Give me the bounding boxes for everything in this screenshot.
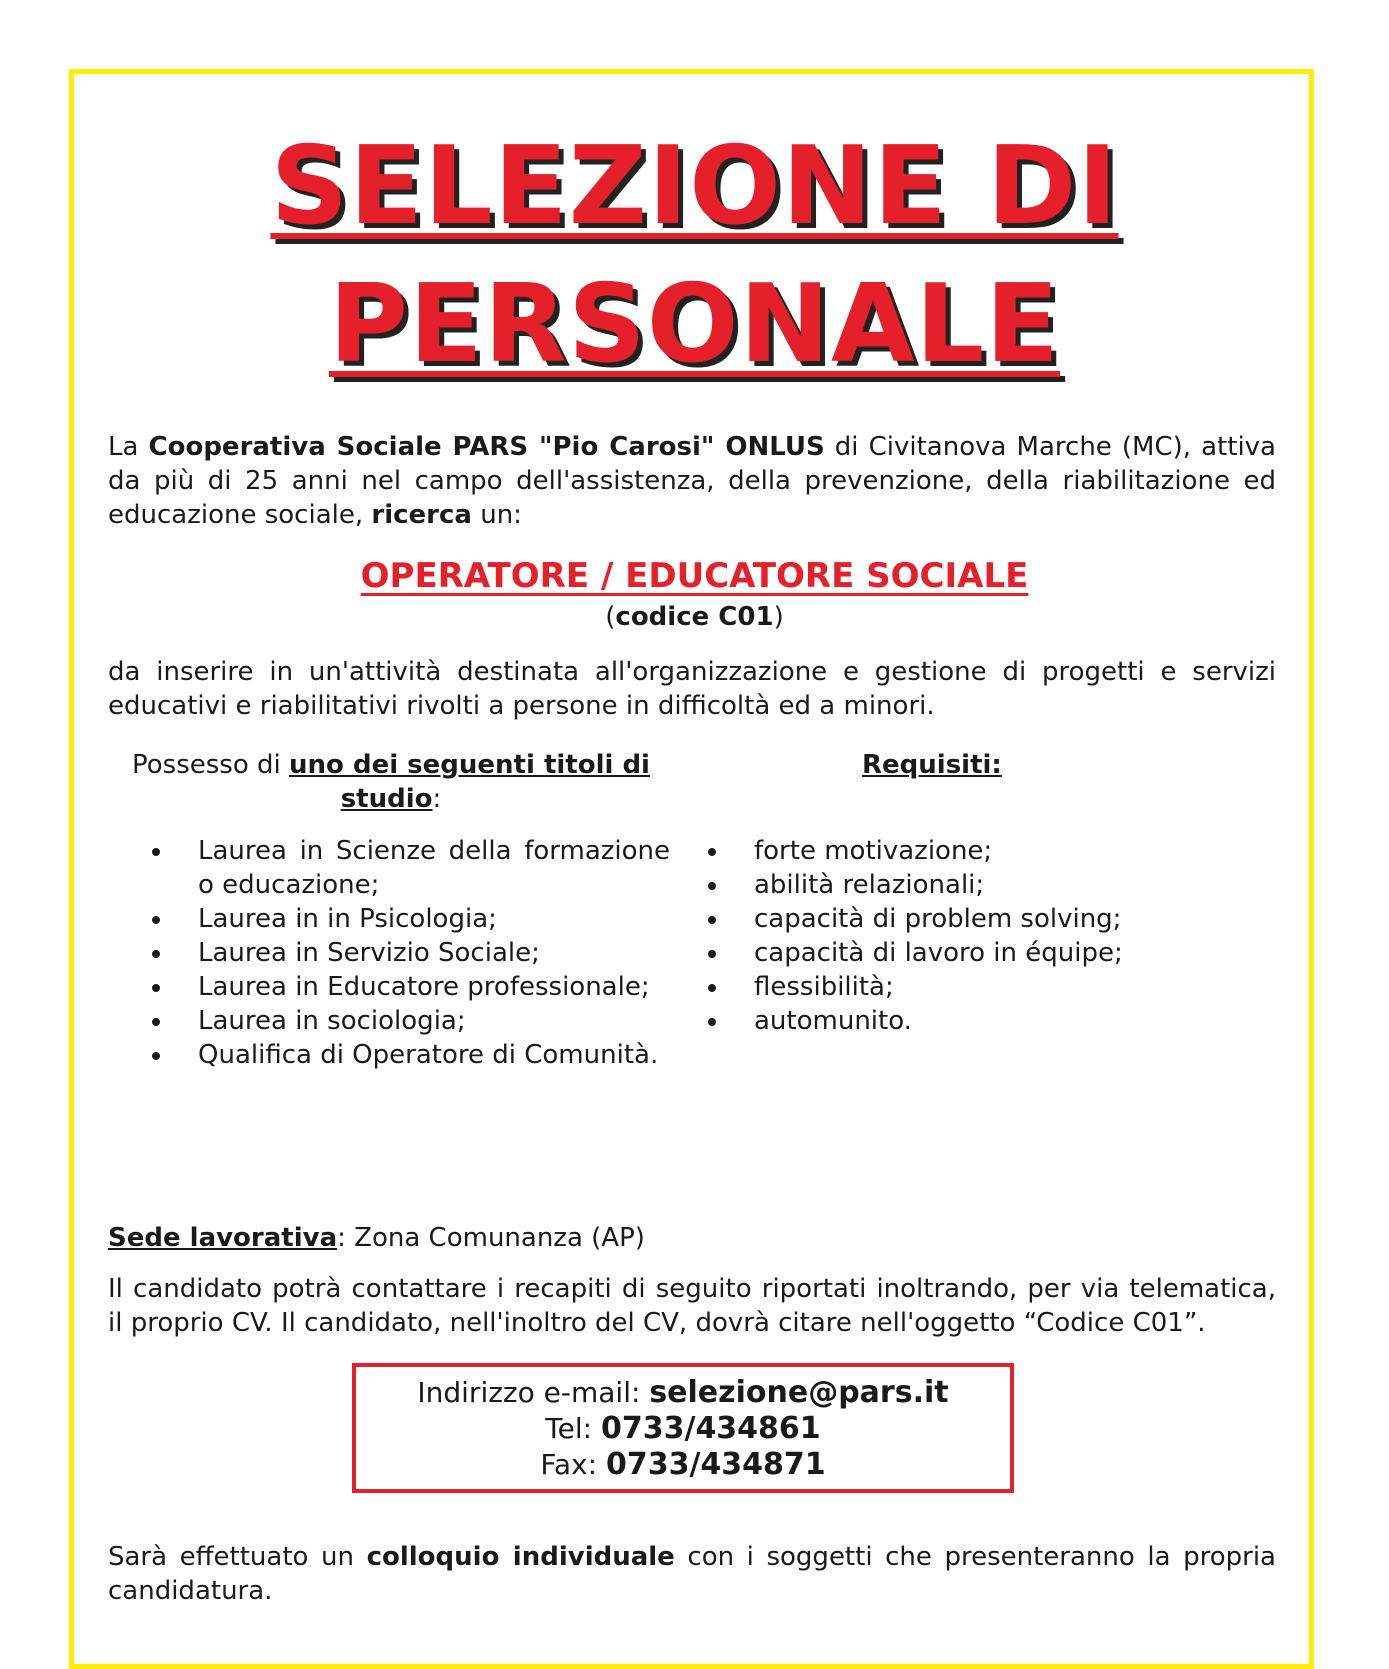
bullet-icon <box>708 984 716 992</box>
list-item <box>152 834 670 902</box>
tel-label: Tel: <box>545 1412 601 1445</box>
list-item <box>152 1038 670 1072</box>
list-item <box>708 868 1268 902</box>
code-value: codice C01 <box>615 602 774 632</box>
list-item-text: Laurea in in Psicologia; <box>198 904 497 934</box>
intro-text-2: di Civitanova Marche (MC), attiva da più di 25 anni nel campo dell'assistenza, della prevenzione, della riabilitazione ed educazione sociale, <box>108 432 1276 530</box>
list-item <box>152 902 670 936</box>
final-text-2: con i soggetti che presenteranno la propria candidatura. <box>108 1542 1276 1606</box>
list-item <box>152 970 670 1004</box>
list-item <box>152 1004 670 1038</box>
contact-box <box>352 1363 1014 1493</box>
tel-value: 0733/434861 <box>600 1411 821 1446</box>
final-emph: colloquio individuale <box>366 1542 675 1572</box>
list-item <box>708 1004 1268 1038</box>
list-item <box>152 936 670 970</box>
list-item-text: Laurea in sociologia; <box>198 1006 466 1036</box>
list-item <box>708 970 1268 1004</box>
list-item-text: capacità di lavoro in équipe; <box>754 938 1123 968</box>
intro-paragraph <box>108 430 1276 532</box>
studies-suffix: : <box>432 784 442 814</box>
studies-emph: uno dei seguenti titoli di studio <box>289 750 650 814</box>
title-line-1: SELEZIONE DI <box>270 124 1119 249</box>
list-item-text: Qualifica di Operatore di Comunità. <box>198 1040 659 1070</box>
candidate-instructions: Il candidato potrà contattare i recapiti di seguito riportati inoltrando, per via telematica, il proprio CV. Il candidato, nell'inoltro del CV, dovrà citare nell'oggetto “Codice C01”. <box>108 1274 1276 1338</box>
requirements-heading: Requisiti: <box>862 750 1002 780</box>
bullet-icon <box>708 1018 716 1026</box>
list-item-text: Laurea in Servizio Sociale; <box>198 938 540 968</box>
bullet-icon <box>152 848 160 856</box>
list-item-text: forte motivazione; <box>754 836 993 866</box>
list-item-text: automunito. <box>754 1006 912 1036</box>
bullet-icon <box>708 882 716 890</box>
bullet-icon <box>152 984 160 992</box>
code-close: ) <box>773 602 784 632</box>
fax-line <box>356 1447 1010 1483</box>
list-item-text: flessibilità; <box>754 972 894 1002</box>
email-line <box>356 1375 1010 1411</box>
list-item <box>708 936 1268 970</box>
studies-list <box>152 834 670 1072</box>
bullet-icon <box>708 916 716 924</box>
list-item-text: Laurea in Scienze della formazione o educazione; <box>198 836 670 900</box>
bullet-icon <box>708 848 716 856</box>
role-title: OPERATORE / EDUCATORE SOCIALE <box>360 556 1029 596</box>
bullet-icon <box>152 1052 160 1060</box>
bullet-icon <box>708 950 716 958</box>
workplace-label: Sede lavorativa <box>108 1223 338 1253</box>
list-item-text: abilità relazionali; <box>754 870 985 900</box>
list-item-text: Laurea in Educatore professionale; <box>198 972 650 1002</box>
role-code <box>0 600 1389 634</box>
workplace-sep: : <box>337 1223 355 1253</box>
intro-text-3: un: <box>471 500 522 530</box>
final-paragraph <box>108 1540 1276 1608</box>
tel-line <box>356 1411 1010 1447</box>
email-label: Indirizzo e-mail: <box>417 1376 650 1409</box>
final-text-1: Sarà effettuato un <box>108 1542 367 1572</box>
list-item <box>708 902 1268 936</box>
intro-ricerca: ricerca <box>371 500 472 530</box>
workplace-line <box>108 1221 1276 1255</box>
studies-prefix: Possesso di <box>132 750 290 780</box>
code-open: ( <box>605 602 616 632</box>
list-item <box>708 834 1268 868</box>
intro-text-1: La <box>108 432 149 462</box>
page-title <box>0 118 1389 394</box>
bullet-icon <box>152 950 160 958</box>
organization-name: Cooperativa Sociale PARS "Pio Carosi" ONLUS <box>148 432 825 462</box>
email-link[interactable]: selezione@pars.it <box>649 1375 949 1410</box>
bullet-icon <box>152 916 160 924</box>
bullet-icon <box>152 1018 160 1026</box>
title-line-2: PERSONALE <box>328 262 1061 387</box>
role-description: da inserire in un'attività destinata all'organizzazione e gestione di progetti e servizi educativi e riabilitativi rivolti a persone in difficoltà ed a minori. <box>108 657 1276 721</box>
workplace-value: Zona Comunanza (AP) <box>354 1223 645 1253</box>
fax-value: 0733/434871 <box>605 1447 826 1482</box>
list-item-text: capacità di problem solving; <box>754 904 1122 934</box>
studies-heading <box>112 748 670 816</box>
fax-label: Fax: <box>540 1448 606 1481</box>
requirements-list <box>708 834 1268 1038</box>
